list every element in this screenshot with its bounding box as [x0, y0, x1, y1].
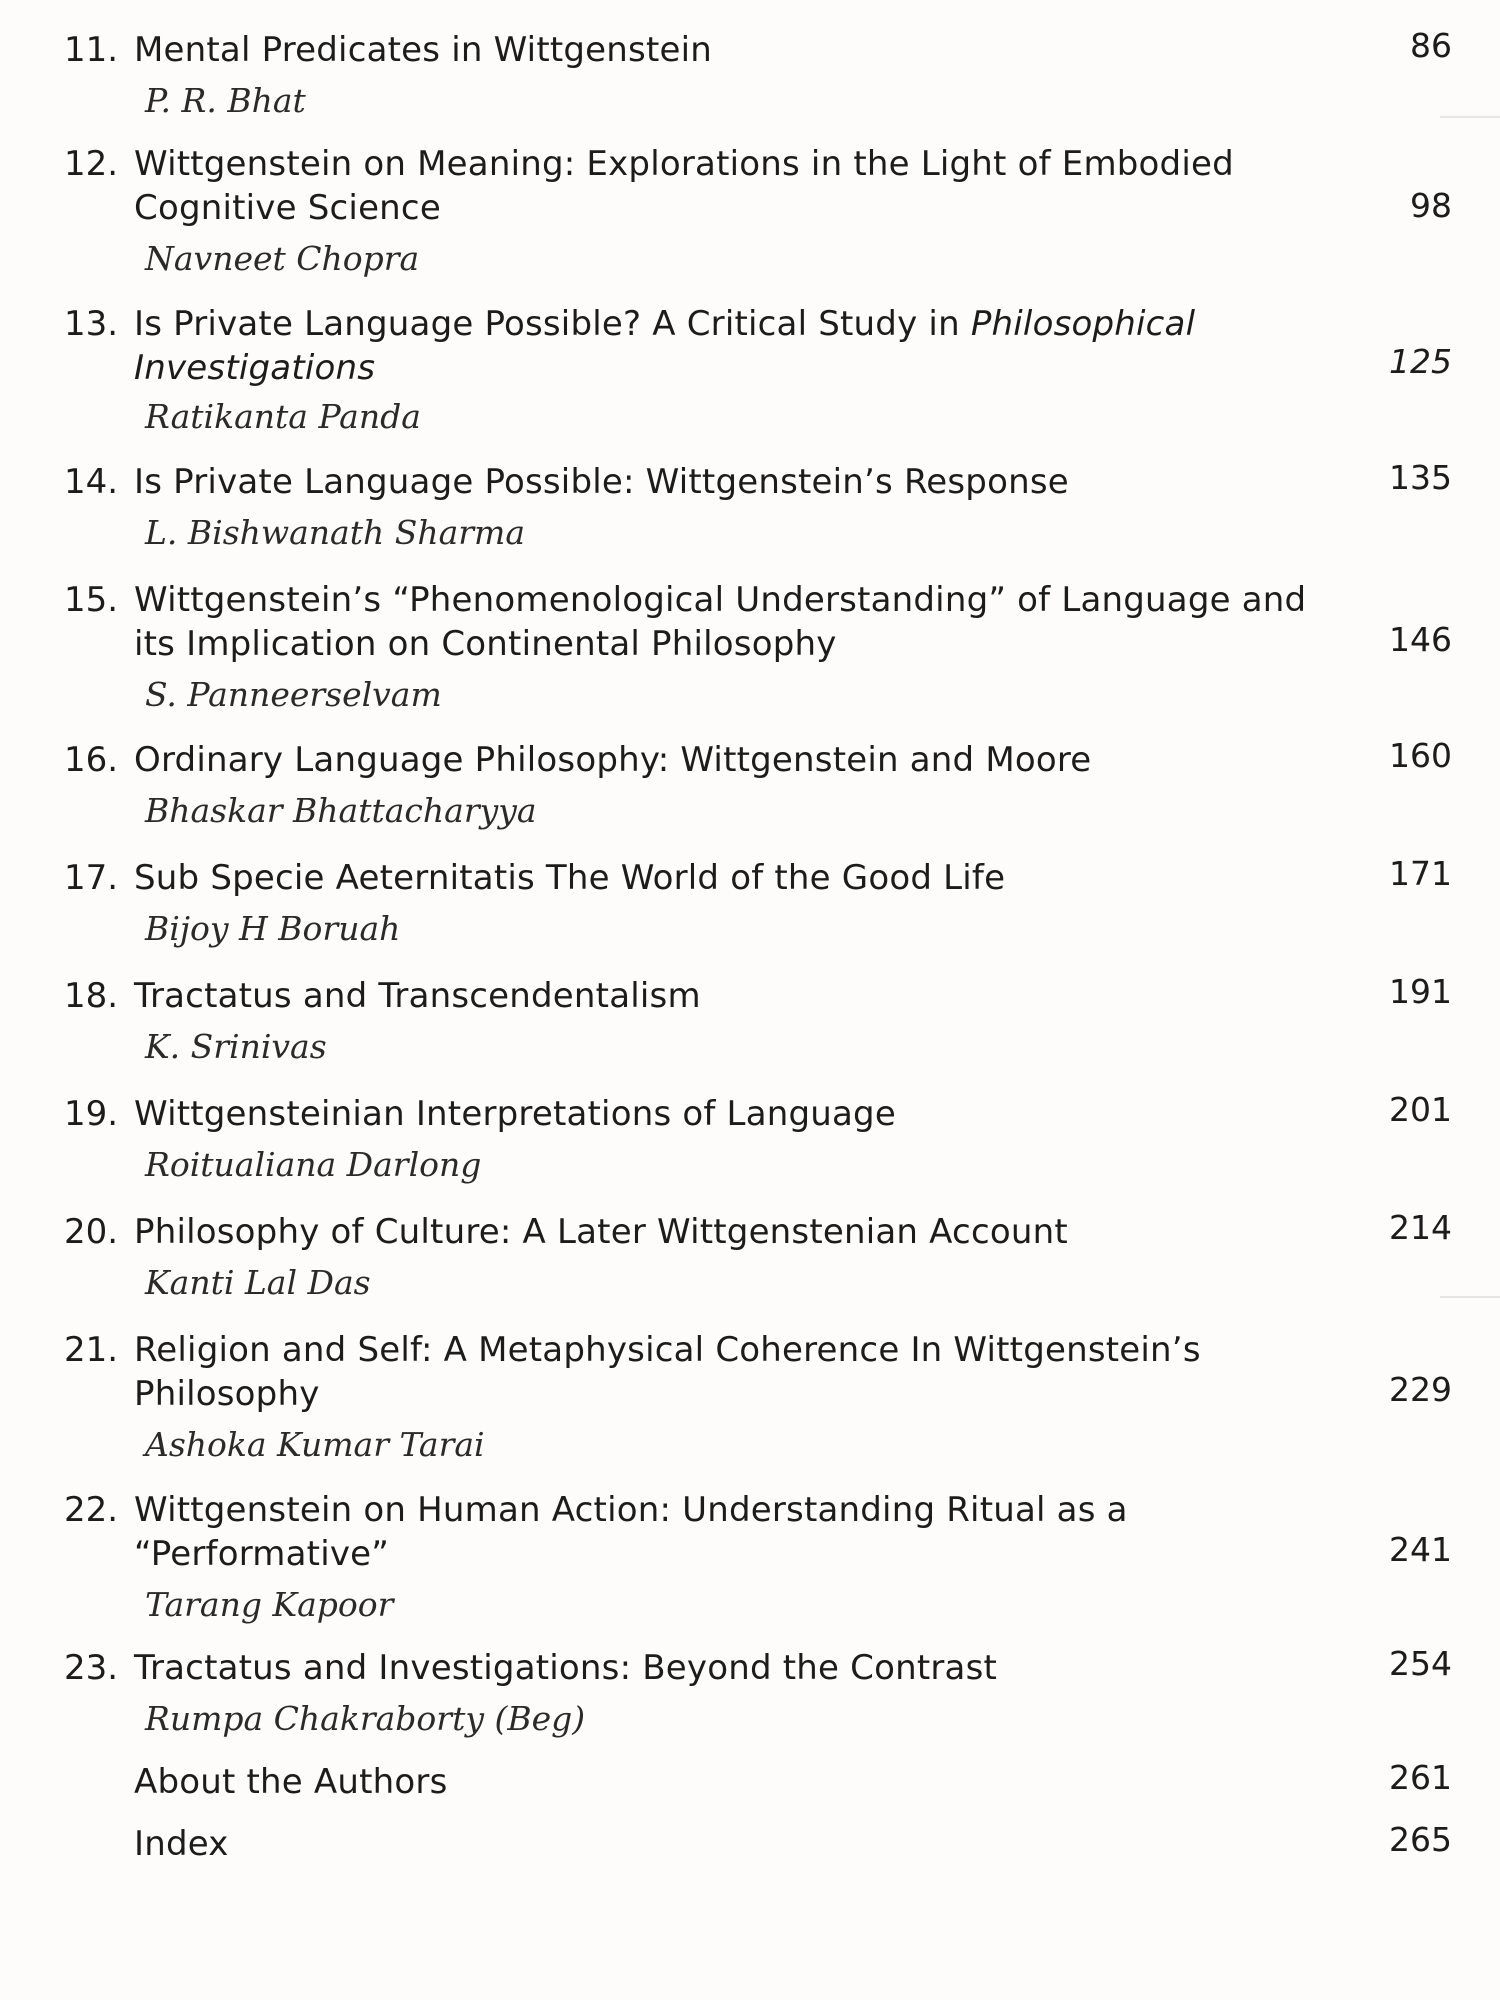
back-matter-title-line: About the Authors [134, 1762, 448, 1802]
page-number: 254 [1389, 1644, 1452, 1683]
chapter-title [134, 460, 1314, 504]
page-number: 171 [1389, 854, 1452, 893]
chapter-title-line: Tractatus and Investigations: Beyond the Contrast [134, 1648, 998, 1688]
chapter-title-line: Sub Specie Aeternitatis The World of the Good Life [134, 858, 1006, 898]
page-number: 146 [1389, 620, 1452, 659]
chapter-author: Navneet Chopra [145, 239, 420, 278]
chapter-number: 18. [64, 976, 119, 1016]
chapter-title [134, 1092, 1314, 1136]
chapter-title-line: its Implication on Continental Philosophy [134, 624, 837, 664]
page-number: 191 [1389, 972, 1452, 1011]
chapter-number: 13. [64, 304, 119, 344]
chapter-author: S. Panneerselvam [145, 675, 442, 714]
chapter-number: 23. [64, 1648, 119, 1688]
page-number: 201 [1389, 1090, 1452, 1129]
chapter-number: 20. [64, 1212, 119, 1252]
page-number: 241 [1389, 1530, 1452, 1569]
page-number: 214 [1389, 1208, 1452, 1247]
page-number: 98 [1410, 186, 1452, 225]
chapter-title [134, 1328, 1314, 1416]
page-edge-mark [1440, 116, 1500, 118]
chapter-title [134, 856, 1314, 900]
page-number: 160 [1389, 736, 1452, 775]
chapter-number: 21. [64, 1330, 119, 1370]
chapter-author: Roitualiana Darlong [145, 1145, 482, 1184]
chapter-title [134, 1646, 1314, 1690]
chapter-title [134, 1488, 1314, 1576]
chapter-title-line: Wittgenstein on Meaning: Explorations in the Light of Embodied [134, 144, 1234, 184]
chapter-title-text: Is Private Language Possible? A Critical Study in [134, 304, 971, 344]
chapter-author: Ashoka Kumar Tarai [145, 1425, 485, 1464]
chapter-author: Tarang Kapoor [145, 1585, 394, 1624]
chapter-title-line: “Performative” [134, 1534, 390, 1574]
chapter-author: L. Bishwanath Sharma [145, 513, 526, 552]
page-edge-mark [1440, 1296, 1500, 1298]
chapter-title-line [134, 346, 1314, 390]
chapter-number: 11. [64, 30, 119, 70]
chapter-title [134, 738, 1314, 782]
chapter-title [134, 1210, 1314, 1254]
chapter-author: K. Srinivas [145, 1027, 327, 1066]
page-number: 125 [1389, 342, 1452, 381]
chapter-number: 17. [64, 858, 119, 898]
back-matter-title [134, 1760, 1314, 1804]
chapter-title-line: Is Private Language Possible: Wittgenstein’s Response [134, 462, 1069, 502]
chapter-title [134, 974, 1314, 1018]
page-number: 86 [1410, 26, 1452, 65]
chapter-author: Bhaskar Bhattacharyya [145, 791, 537, 830]
back-matter-title-line: Index [134, 1824, 229, 1864]
chapter-title-line: Religion and Self: A Metaphysical Coherence In Wittgenstein’s [134, 1330, 1201, 1370]
chapter-title [134, 28, 1314, 72]
page-number: 265 [1389, 1820, 1452, 1859]
chapter-number: 15. [64, 580, 119, 620]
chapter-author: Kanti Lal Das [145, 1263, 371, 1302]
italic-book-title: Philosophical [970, 304, 1196, 344]
chapter-number: 14. [64, 462, 119, 502]
chapter-title-line: Cognitive Science [134, 188, 441, 228]
chapter-title-line: Wittgenstein’s “Phenomenological Understanding” of Language and [134, 580, 1307, 620]
page-number: 261 [1389, 1758, 1452, 1797]
chapter-title-line: Tractatus and Transcendentalism [134, 976, 701, 1016]
chapter-title-line [134, 302, 1314, 346]
chapter-title-line: Philosophy of Culture: A Later Wittgenstenian Account [134, 1212, 1068, 1252]
back-matter-title [134, 1822, 1314, 1866]
cropped-previous-line [60, 0, 1160, 8]
chapter-number: 22. [64, 1490, 119, 1530]
chapter-title-line: Wittgensteinian Interpretations of Language [134, 1094, 896, 1134]
chapter-title-line: Mental Predicates in Wittgenstein [134, 30, 712, 70]
chapter-author: Ratikanta Panda [145, 397, 421, 436]
chapter-number: 19. [64, 1094, 119, 1134]
chapter-title [134, 142, 1314, 230]
page-number: 135 [1389, 458, 1452, 497]
chapter-title-line: Philosophy [134, 1374, 320, 1414]
chapter-title [134, 302, 1314, 390]
chapter-title-line: Wittgenstein on Human Action: Understanding Ritual as a [134, 1490, 1128, 1530]
chapter-number: 12. [64, 144, 119, 184]
chapter-author: Bijoy H Boruah [145, 909, 401, 948]
chapter-author: P. R. Bhat [145, 81, 306, 120]
italic-book-title: Investigations [134, 348, 376, 388]
chapter-author: Rumpa Chakraborty (Beg) [145, 1699, 586, 1738]
chapter-title [134, 578, 1314, 666]
chapter-number: 16. [64, 740, 119, 780]
page-number: 229 [1389, 1370, 1452, 1409]
chapter-title-line: Ordinary Language Philosophy: Wittgenstein and Moore [134, 740, 1092, 780]
